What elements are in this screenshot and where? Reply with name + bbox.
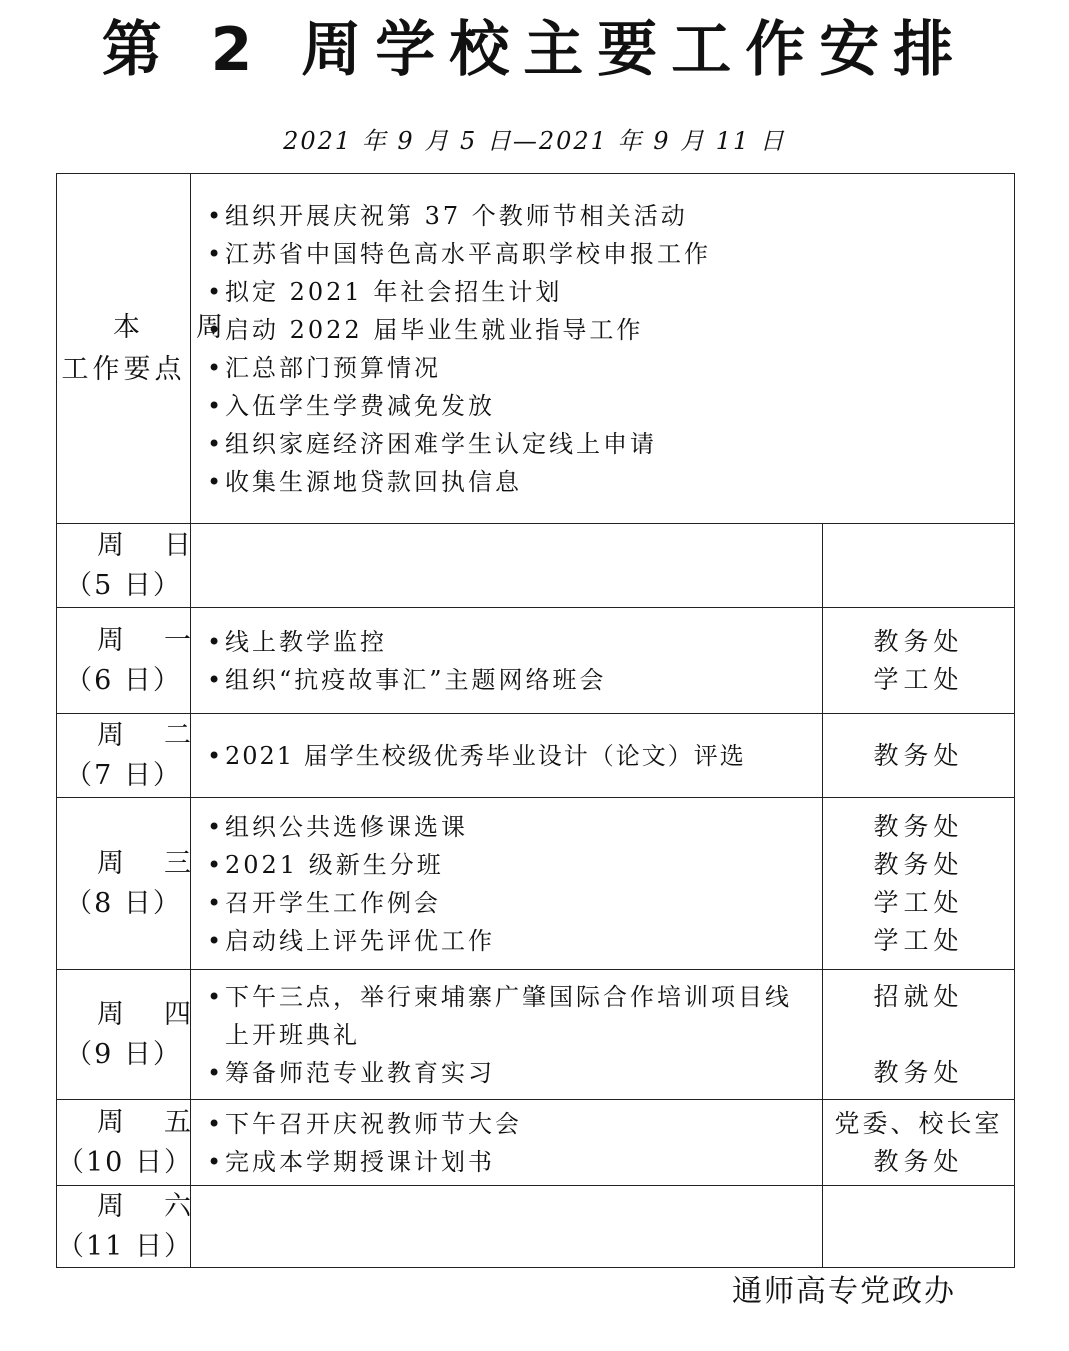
- table-row: [57, 970, 1015, 1100]
- table-row: [57, 798, 1015, 970]
- day-date: （11 日）: [57, 1230, 193, 1262]
- list-item: • 组织公共选修课选课: [207, 808, 812, 846]
- day-cell: [57, 798, 231, 970]
- dept-cell: [823, 798, 1015, 970]
- list-item: • 筹备师范专业教育实习: [207, 1054, 812, 1092]
- list-item: • 2021 届学生校级优秀毕业设计（论文）评选: [207, 737, 812, 775]
- items-list: [191, 978, 822, 1092]
- list-item: • 组织家庭经济困难学生认定线上申请: [207, 425, 1004, 463]
- list-item: • 下午召开庆祝教师节大会: [207, 1105, 812, 1143]
- day-cell: [57, 608, 231, 714]
- list-item: • 拟定 2021 年社会招生计划: [207, 273, 1004, 311]
- items-list: [191, 623, 822, 699]
- list-item: • 入伍学生学费减免发放: [207, 387, 1004, 425]
- items-cell: [191, 524, 823, 608]
- day-cell: [57, 1186, 231, 1268]
- items-list: [191, 808, 822, 960]
- schedule-table: [56, 173, 1015, 1268]
- list-item: • 线上教学监控: [207, 623, 812, 661]
- list-item: • 启动 2022 届毕业生就业指导工作: [207, 311, 1004, 349]
- day-cell: [57, 714, 231, 798]
- week-label-line1: 本周: [113, 311, 279, 343]
- day-date: （6 日）: [65, 664, 182, 696]
- day-label: 周三: [97, 847, 231, 879]
- items-cell: [191, 608, 823, 714]
- items-cell: [191, 970, 823, 1100]
- list-item: • 江苏省中国特色高水平高职学校申报工作: [207, 235, 1004, 273]
- list-item: • 2021 级新生分班: [207, 846, 812, 884]
- dept-label: 学工处: [873, 664, 964, 694]
- day-cell: [57, 1100, 231, 1186]
- day-label: 周二: [97, 719, 231, 751]
- day-label: 周日: [97, 529, 231, 561]
- dept-cell: [823, 1186, 1015, 1268]
- week-items-cell: [191, 174, 1015, 524]
- table-row: [57, 714, 1015, 798]
- table-row: [57, 1186, 1015, 1268]
- week-label-line2: 工作要点: [61, 353, 186, 385]
- list-item: • 收集生源地贷款回执信息: [207, 463, 1004, 501]
- week-label-cell: [57, 174, 279, 524]
- day-label: 周一: [97, 624, 231, 656]
- dept-label: 招就处: [873, 981, 964, 1011]
- day-cell: [57, 524, 231, 608]
- week-items-list: [191, 197, 1014, 501]
- list-item: • 组织开展庆祝第 37 个教师节相关活动: [207, 197, 1004, 235]
- dept-label: 学工处: [873, 887, 964, 917]
- dept-label: 党委、校长室: [834, 1108, 1003, 1138]
- dept-label: 学工处: [873, 925, 964, 955]
- day-label: 周四: [97, 998, 231, 1030]
- list-item: • 下午三点，举行柬埔寨广肇国际合作培训项目线上开班典礼: [207, 978, 812, 1054]
- table-row: [57, 1100, 1015, 1186]
- list-item: • 启动线上评先评优工作: [207, 922, 812, 960]
- day-date: （9 日）: [65, 1038, 182, 1070]
- dept-cell: [823, 1100, 1015, 1186]
- dept-cell: [823, 714, 1015, 798]
- table-row: [57, 608, 1015, 714]
- dept-label: 教务处: [873, 811, 964, 841]
- dept-spacer: [823, 1016, 1014, 1054]
- day-date: （7 日）: [65, 759, 182, 791]
- items-cell: [191, 798, 823, 970]
- dept-cell: [823, 970, 1015, 1100]
- dept-cell: [823, 608, 1015, 714]
- dept-label: 教务处: [873, 740, 964, 770]
- day-cell: [57, 970, 231, 1100]
- table-row: [57, 524, 1015, 608]
- day-label: 周六: [97, 1190, 231, 1222]
- dept-label: 教务处: [873, 626, 964, 656]
- day-date: （8 日）: [65, 887, 182, 919]
- week-overview-row: [57, 174, 1015, 524]
- dept-label: 教务处: [873, 1057, 964, 1087]
- items-list: [191, 737, 822, 775]
- page-title: 第 2 周学校主要工作安排: [101, 15, 968, 85]
- list-item: • 汇总部门预算情况: [207, 349, 1004, 387]
- footer-signature: 通师高专党政办: [732, 1274, 956, 1309]
- list-item: • 组织“抗疫故事汇”主题网络班会: [207, 661, 812, 699]
- items-list: [191, 1105, 822, 1181]
- dept-label: 教务处: [873, 849, 964, 879]
- list-item: • 召开学生工作例会: [207, 884, 812, 922]
- items-cell: [191, 714, 823, 798]
- items-cell: [191, 1100, 823, 1186]
- dept-label: 教务处: [873, 1146, 964, 1176]
- date-range: 2021 年 9 月 5 日—2021 年 9 月 11 日: [283, 127, 786, 155]
- day-label: 周五: [97, 1106, 231, 1138]
- day-date: （5 日）: [65, 569, 182, 601]
- list-item: • 完成本学期授课计划书: [207, 1143, 812, 1181]
- items-cell: [191, 1186, 823, 1268]
- dept-cell: [823, 524, 1015, 608]
- day-date: （10 日）: [57, 1146, 193, 1178]
